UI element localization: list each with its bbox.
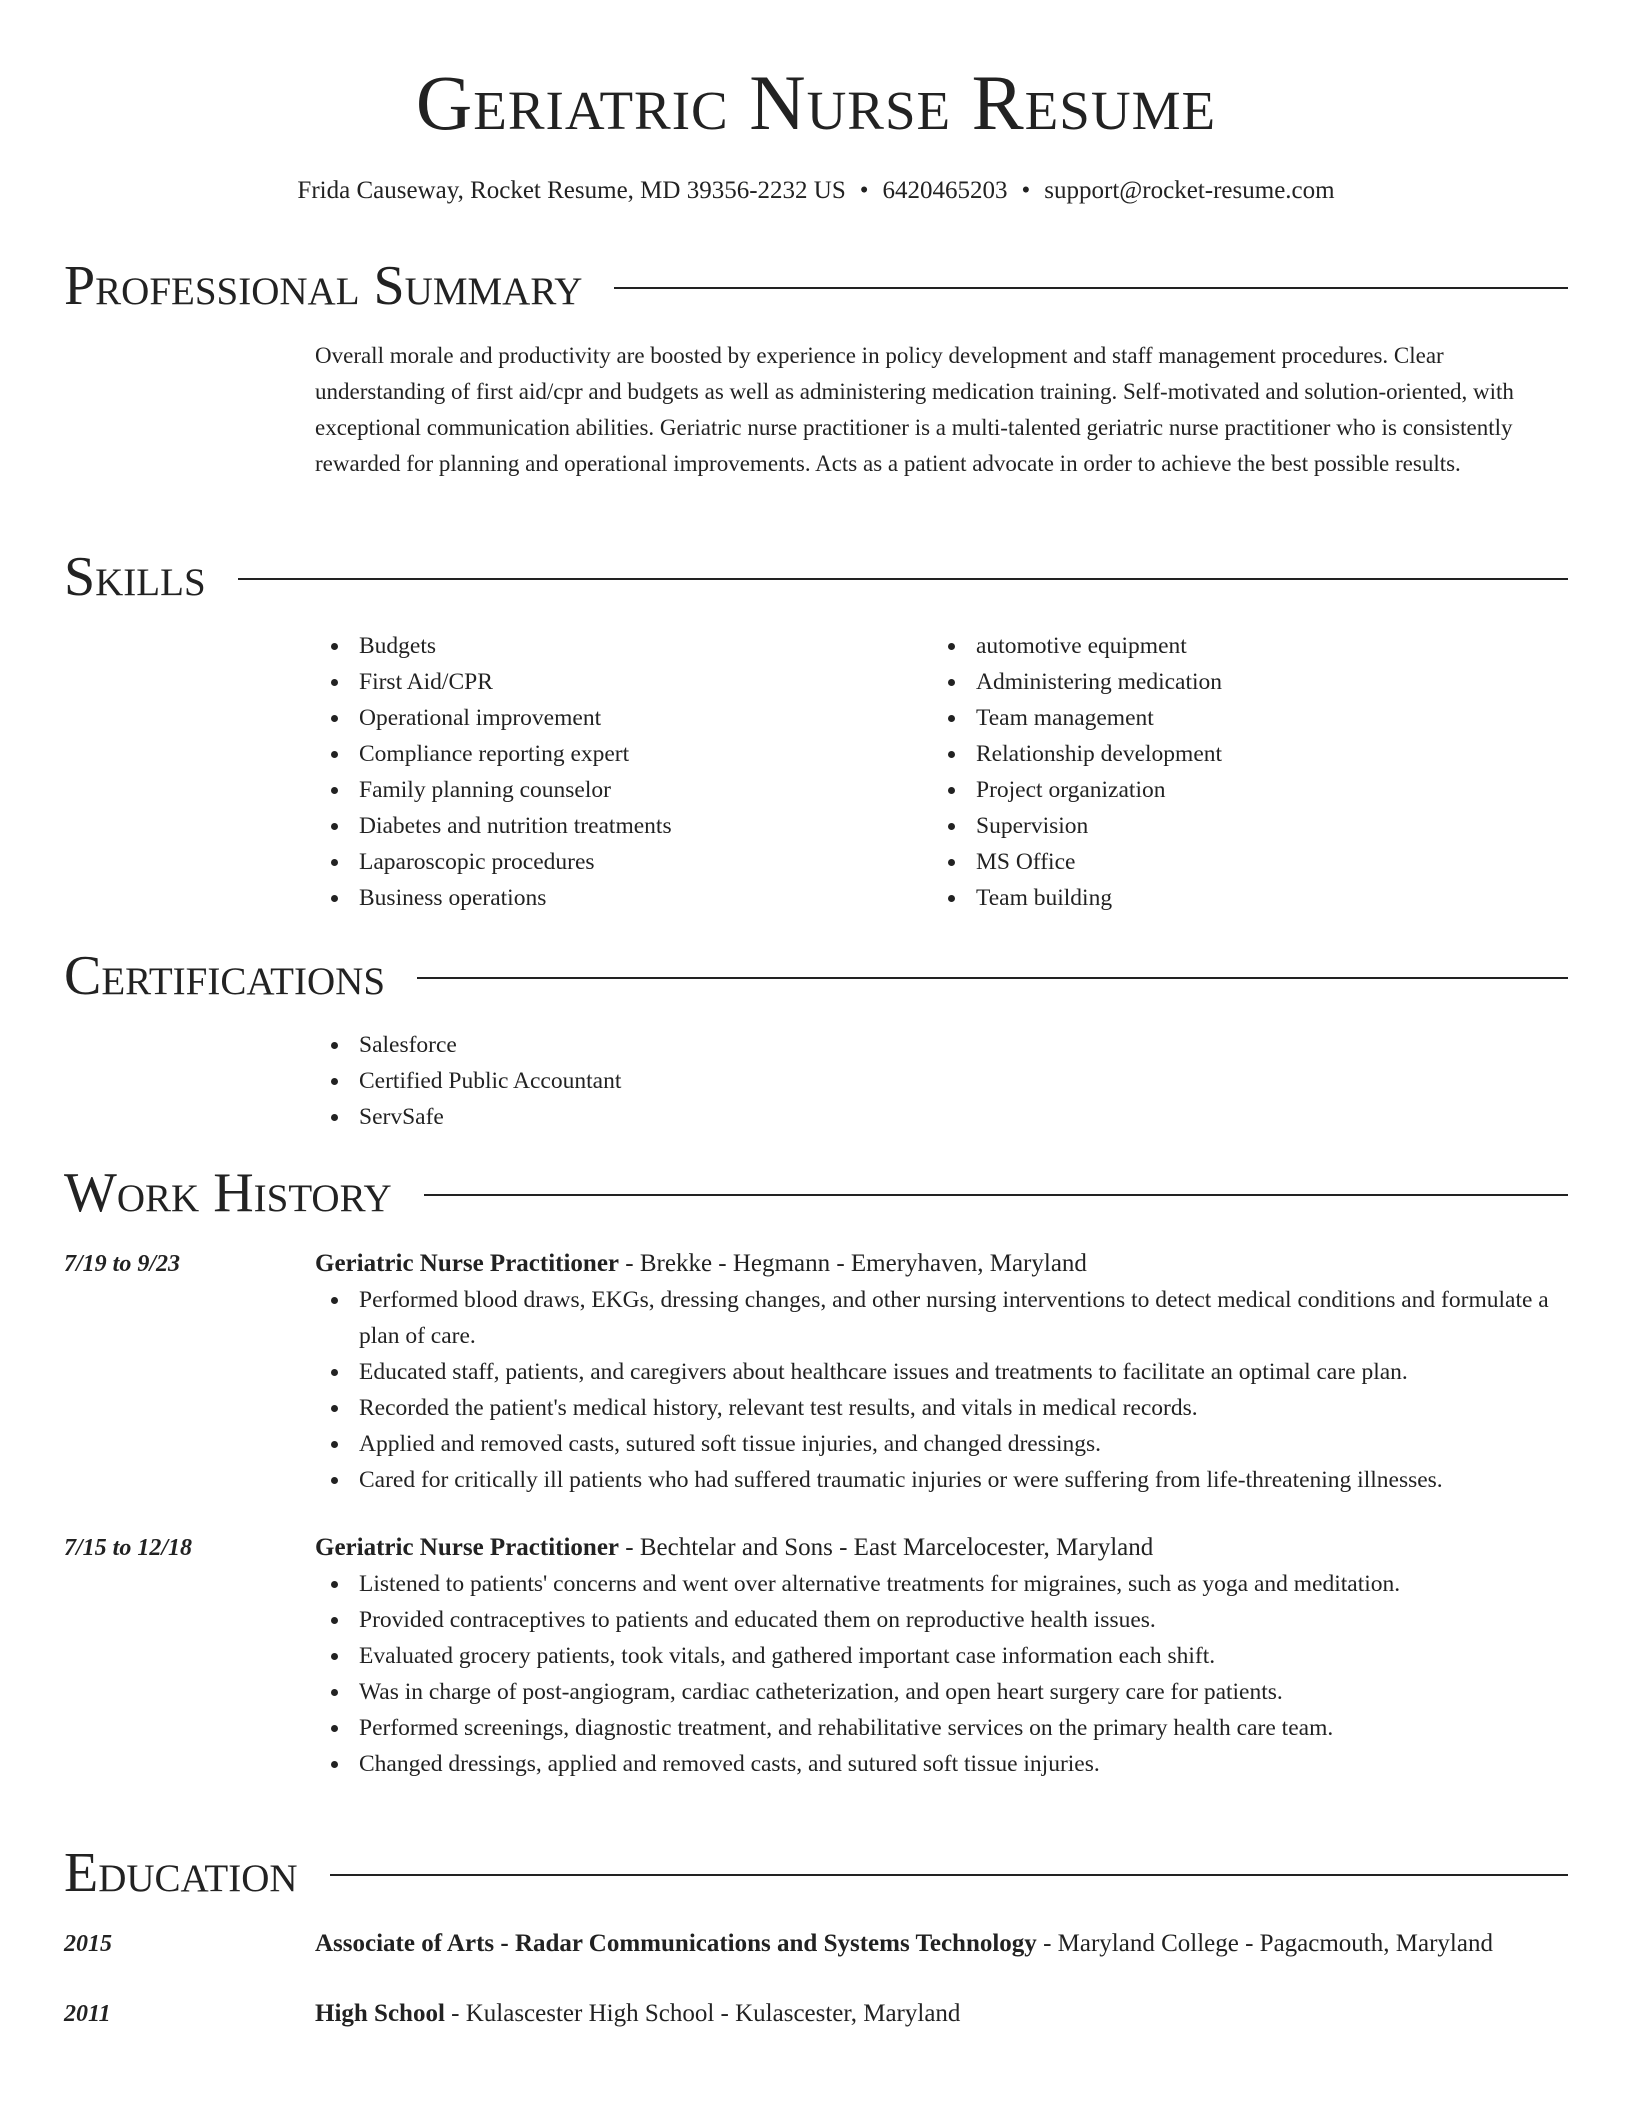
education-year: 2015: [64, 1931, 112, 1957]
job-bullet: Recorded the patient's medical history, relevant test results, and vitals in medical records.: [359, 1390, 1568, 1426]
skill-item: Laparoscopic procedures: [359, 844, 932, 880]
contact-phone: 6420465203: [882, 177, 1008, 204]
section-divider: [330, 1874, 1568, 1876]
contact-address: Frida Causeway, Rocket Resume, MD 39356-2232 US: [297, 177, 846, 204]
job-employer-location: - Bechtelar and Sons - East Marcelocester, Maryland: [619, 1534, 1154, 1561]
education-year: 2011: [64, 2001, 111, 2027]
job-main: [315, 1530, 1568, 1782]
section-header: [64, 1840, 1568, 1906]
job-bullet: Performed screenings, diagnostic treatment, and rehabilitative services on the primary health care team.: [359, 1710, 1568, 1746]
section-title-certifications: Certifications: [64, 945, 386, 1007]
job-heading: [315, 1530, 1568, 1566]
skill-item: automotive equipment: [976, 628, 1549, 664]
skill-item: Team management: [976, 700, 1549, 736]
skill-item: Relationship development: [976, 736, 1549, 772]
skill-item: Administering medication: [976, 664, 1549, 700]
work-history-entries: [64, 1246, 1568, 1782]
certification-item: ServSafe: [359, 1099, 1568, 1135]
skill-item: MS Office: [976, 844, 1549, 880]
skill-item: Business operations: [359, 880, 932, 916]
education-main: [315, 1926, 1568, 1962]
section-header: [64, 1160, 1568, 1226]
work-history-section: [64, 1160, 1568, 1782]
skills-list-left: [315, 628, 932, 916]
education-degree: High School: [315, 2000, 445, 2027]
job-dates: 7/15 to 12/18: [64, 1535, 193, 1561]
section-title-work-history: Work History: [64, 1162, 392, 1224]
skill-item: Team building: [976, 880, 1549, 916]
skills-columns: [315, 628, 1568, 916]
skill-item: Supervision: [976, 808, 1549, 844]
section-title-education: Education: [64, 1842, 298, 1904]
certification-item: Salesforce: [359, 1027, 1568, 1063]
job-bullet: Applied and removed casts, sutured soft tissue injuries, and changed dressings.: [359, 1426, 1568, 1462]
summary-text: Overall morale and productivity are boosted by experience in policy development and staff management procedures. Clear understanding of first aid/cpr and budgets as well as administering medication training. Self-motivated and solution-oriented, with exceptional communication abilities. Geriatric nurse practitioner is a multi-talented geriatric nurse practitioner who is consistently rewarded for planning and operational improvements. Acts as a patient advocate in order to achieve the best possible results.: [315, 343, 1514, 476]
skill-item: Project organization: [976, 772, 1549, 808]
skill-item: First Aid/CPR: [359, 664, 932, 700]
job-title: Geriatric Nurse Practitioner: [315, 1250, 620, 1277]
job-bullet: Changed dressings, applied and removed casts, and sutured soft tissue injuries.: [359, 1746, 1568, 1782]
contact-email: support@rocket-resume.com: [1044, 177, 1335, 204]
skill-item: Family planning counselor: [359, 772, 932, 808]
skill-item: Operational improvement: [359, 700, 932, 736]
skills-column-right: [932, 628, 1549, 916]
section-title-skills: Skills: [64, 546, 206, 608]
skill-item: Budgets: [359, 628, 932, 664]
section-header: [64, 253, 1568, 319]
skill-item: Diabetes and nutrition treatments: [359, 808, 932, 844]
job-bullet: Evaluated grocery patients, took vitals, and gathered important case information each shift.: [359, 1638, 1568, 1674]
education-school-location: - Kulascester High School - Kulascester, Maryland: [444, 2000, 961, 2027]
certifications-body: [315, 1027, 1568, 1135]
job-dates: 7/19 to 9/23: [64, 1251, 181, 1277]
education-heading: [315, 1926, 1568, 1962]
education-entry: [64, 1996, 1568, 2032]
education-section: [64, 1840, 1568, 2032]
job-employer-location: - Brekke - Hegmann - Emeryhaven, Maryland: [619, 1250, 1087, 1277]
job-main: [315, 1246, 1568, 1498]
education-main: [315, 1996, 1568, 2032]
job-bullet: Performed blood draws, EKGs, dressing changes, and other nursing interventions to detect medical conditions and formulate a plan of care.: [359, 1282, 1568, 1354]
education-entries: [64, 1926, 1568, 2032]
job-entry: [64, 1246, 1568, 1498]
skills-section: [64, 544, 1568, 916]
job-bullet: Listened to patients' concerns and went over alternative treatments for migraines, such as yoga and meditation.: [359, 1566, 1568, 1602]
section-divider: [424, 1194, 1568, 1196]
job-heading: [315, 1246, 1568, 1282]
certifications-section: [64, 943, 1568, 1135]
skills-list-right: [932, 628, 1549, 916]
contact-line: [0, 174, 1632, 208]
skill-item: Compliance reporting expert: [359, 736, 932, 772]
job-bullet: Was in charge of post-angiogram, cardiac catheterization, and open heart surgery care for patients.: [359, 1674, 1568, 1710]
job-entry: [64, 1530, 1568, 1782]
section-header: [64, 544, 1568, 610]
certifications-list: [315, 1027, 1568, 1135]
certification-item: Certified Public Accountant: [359, 1063, 1568, 1099]
skills-column-left: [315, 628, 932, 916]
contact-separator: •: [859, 177, 869, 204]
section-divider: [614, 287, 1568, 289]
section-divider: [238, 578, 1568, 580]
job-bullet: Educated staff, patients, and caregivers about healthcare issues and treatments to facilitate an optimal care plan.: [359, 1354, 1568, 1390]
section-title-summary: Professional Summary: [64, 255, 583, 317]
job-title: Geriatric Nurse Practitioner: [315, 1534, 620, 1561]
job-bullet: Cared for critically ill patients who had suffered traumatic injuries or were suffering from life-threatening illnesses.: [359, 1462, 1568, 1498]
contact-separator: •: [1021, 177, 1031, 204]
education-school-location: - Maryland College - Pagacmouth, Maryland: [1036, 1930, 1493, 1957]
education-degree: Associate of Arts - Radar Communications and Systems Technology: [315, 1930, 1037, 1957]
job-bullet: Provided contraceptives to patients and educated them on reproductive health issues.: [359, 1602, 1568, 1638]
resume-title: Geriatric Nurse Resume: [415, 59, 1217, 146]
education-heading: [315, 1996, 1568, 2032]
job-bullet-list: [315, 1282, 1568, 1498]
education-entry: [64, 1926, 1568, 1962]
section-divider: [417, 977, 1568, 979]
summary-section: [64, 253, 1568, 482]
section-header: [64, 943, 1568, 1009]
job-bullet-list: [315, 1566, 1568, 1782]
